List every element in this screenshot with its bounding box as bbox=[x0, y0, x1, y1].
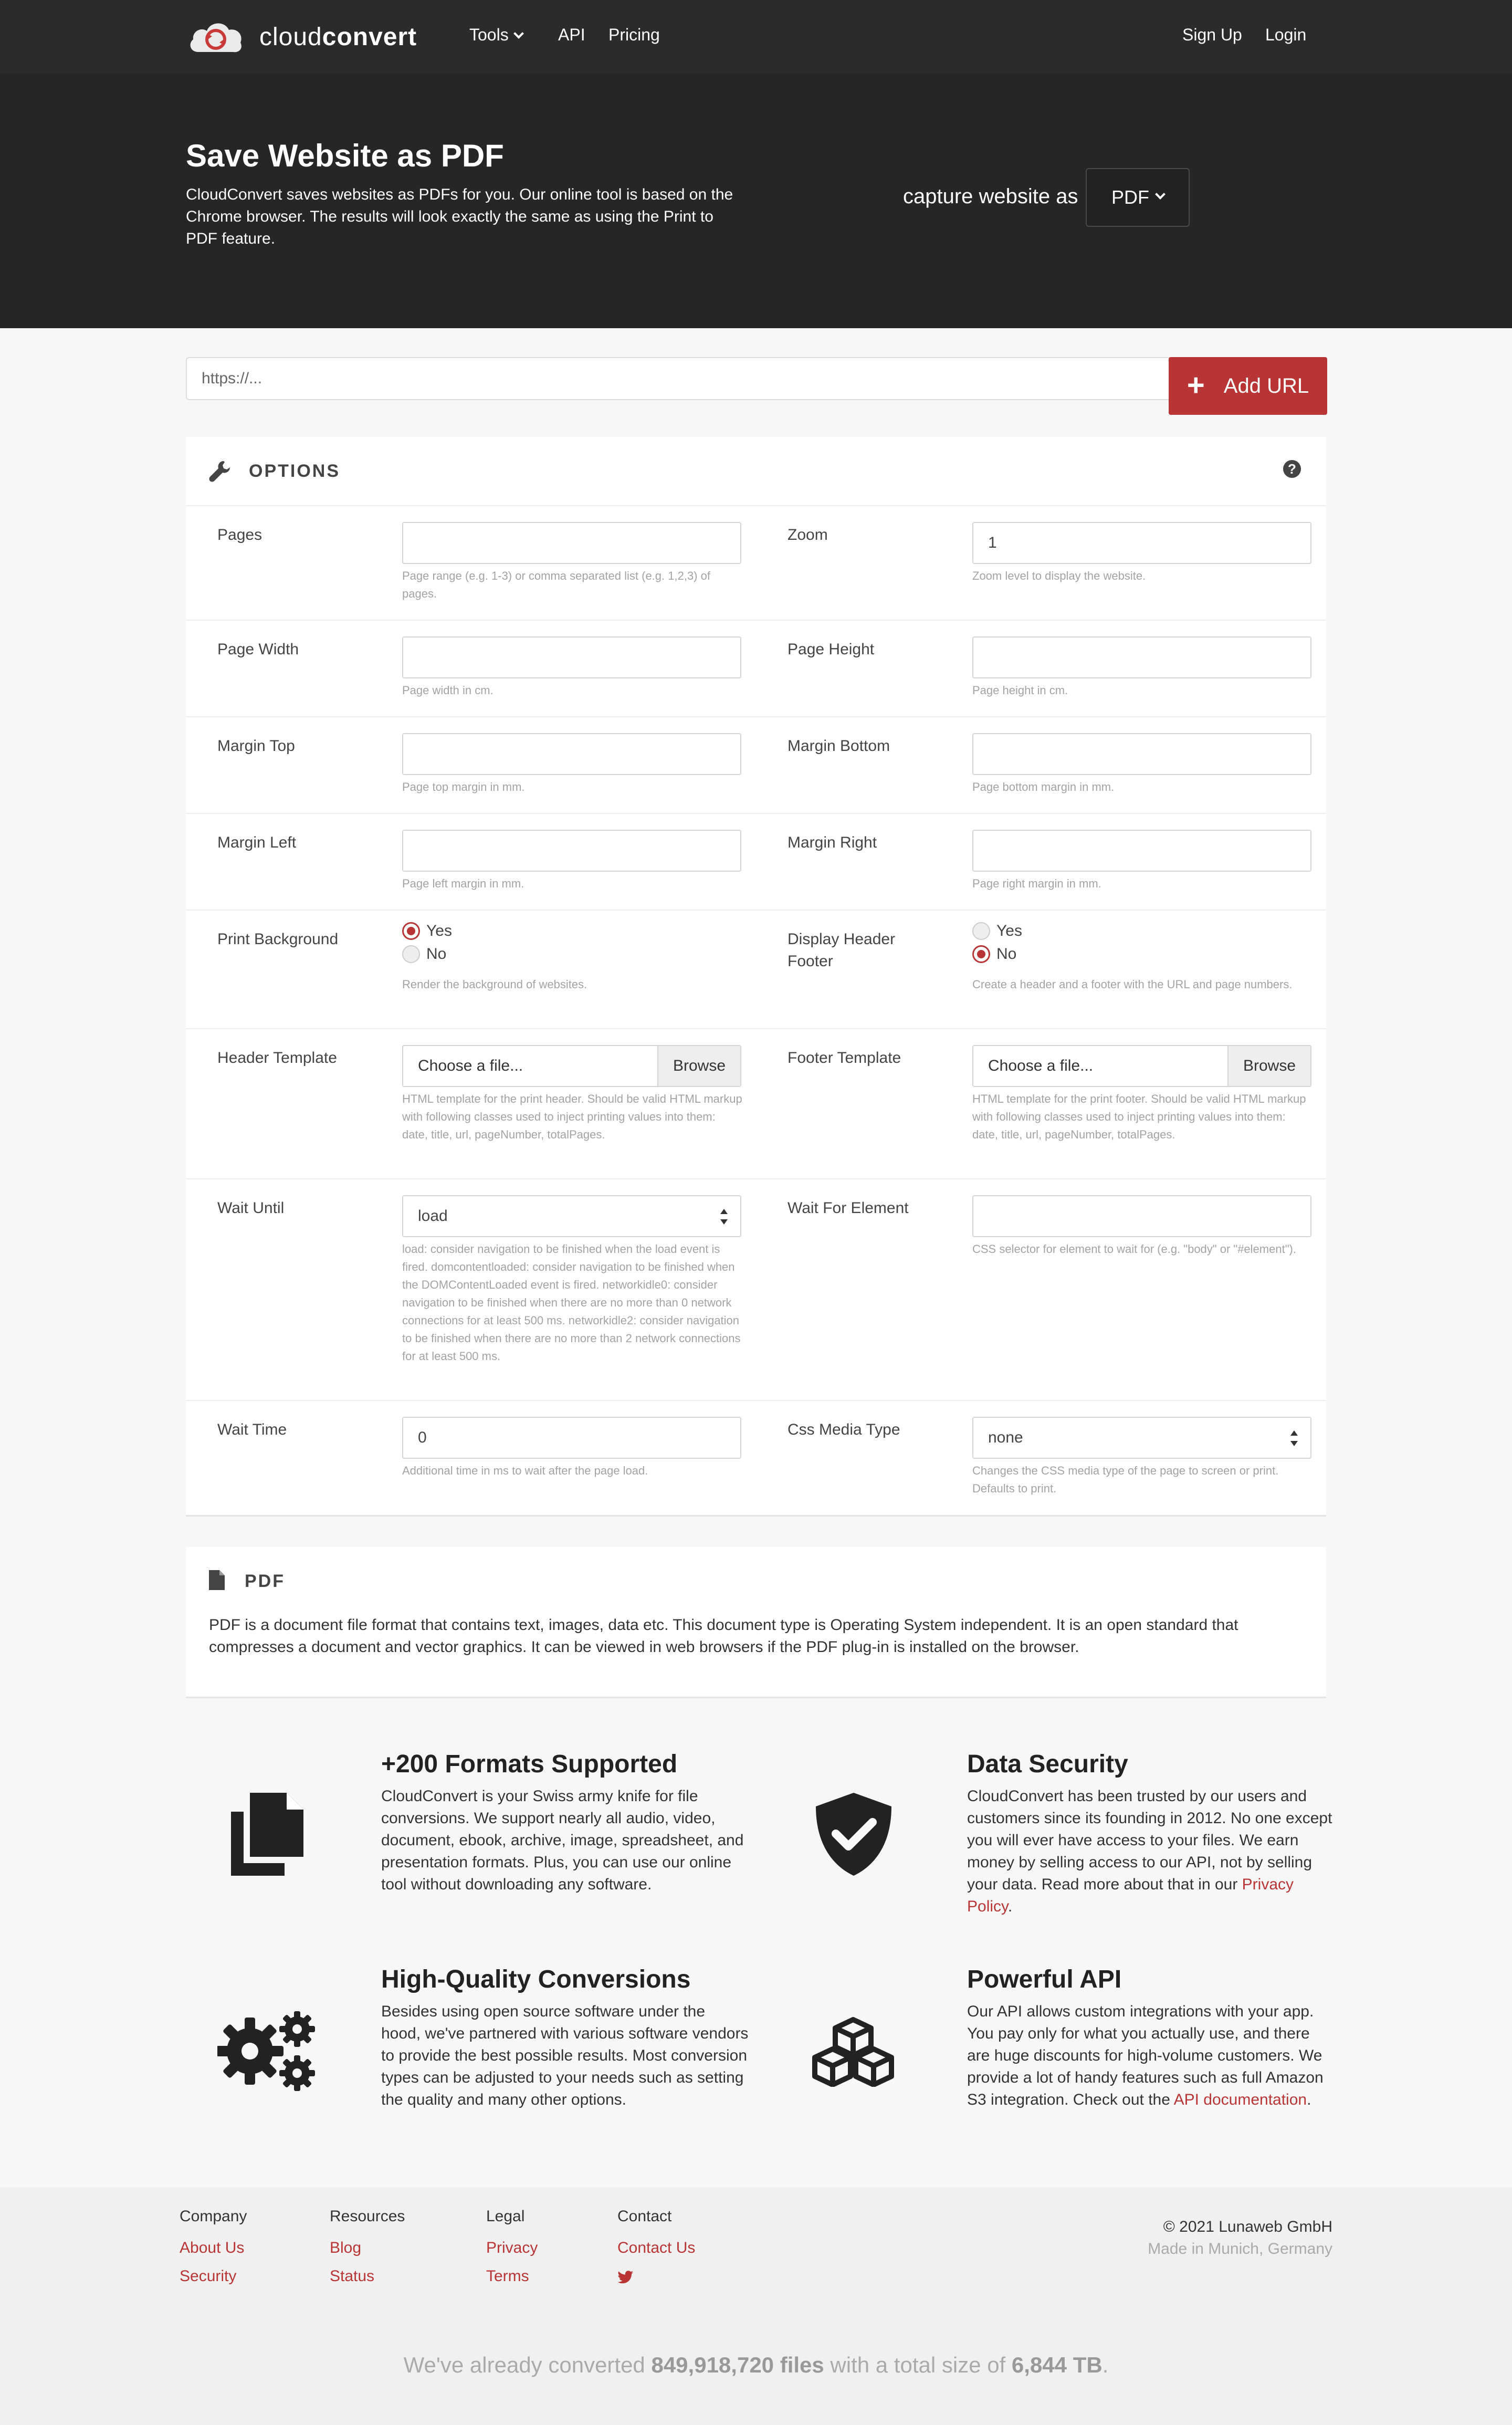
brand-name-bold: convert bbox=[322, 23, 417, 51]
footer-legal-title: Legal bbox=[486, 2208, 525, 2225]
footer-template-hint: HTML template for the print footer. Should be valid HTML markup with following classes used to inject printing values into them: date, title, url, pageNumber, totalPages. bbox=[972, 1092, 1306, 1141]
wait-until-label: Wait Until bbox=[217, 1199, 285, 1217]
radio-unchecked-icon bbox=[972, 922, 990, 940]
margin-right-hint: Page right margin in mm. bbox=[972, 877, 1101, 890]
wait-for-element-input[interactable] bbox=[972, 1195, 1311, 1237]
nav-signup[interactable]: Sign Up bbox=[1182, 25, 1242, 44]
header-template-filename: Choose a file... bbox=[418, 1057, 523, 1074]
footer-template-filename: Choose a file... bbox=[988, 1057, 1094, 1074]
margin-top-label: Margin Top bbox=[217, 737, 295, 755]
footer-link-terms[interactable]: Terms bbox=[486, 2267, 529, 2285]
capture-label: capture website as bbox=[903, 185, 1078, 208]
wait-until-select[interactable] bbox=[402, 1195, 741, 1237]
footer-link-status[interactable]: Status bbox=[330, 2267, 375, 2285]
display-header-footer-no-label: No bbox=[996, 945, 1017, 963]
wait-for-element-hint: CSS selector for element to wait for (e.g. "body" or "#element"). bbox=[972, 1242, 1296, 1256]
footer-company-title: Company bbox=[180, 2208, 247, 2225]
footer-link-contact-us[interactable]: Contact Us bbox=[617, 2239, 696, 2256]
site-footer bbox=[0, 2188, 1512, 2425]
radio-checked-icon bbox=[402, 922, 420, 940]
page-height-hint: Page height in cm. bbox=[972, 684, 1068, 697]
wait-time-label: Wait Time bbox=[217, 1421, 287, 1438]
margin-bottom-label: Margin Bottom bbox=[788, 737, 890, 755]
print-background-yes-label: Yes bbox=[426, 922, 452, 939]
top-navbar bbox=[0, 0, 1512, 74]
pages-input[interactable] bbox=[402, 522, 741, 564]
option-row-pages-zoom bbox=[186, 506, 1326, 621]
footer-link-security[interactable]: Security bbox=[180, 2267, 237, 2285]
logo-link[interactable] bbox=[187, 18, 417, 56]
option-row-time-media bbox=[186, 1401, 1326, 1517]
capture-format-value: PDF bbox=[1111, 186, 1149, 208]
display-header-footer-yes[interactable] bbox=[972, 922, 1022, 940]
page-width-input[interactable] bbox=[402, 636, 741, 678]
css-media-type-label: Css Media Type bbox=[788, 1421, 900, 1438]
option-row-margin-vertical bbox=[186, 717, 1326, 814]
made-in: Made in Munich, Germany bbox=[1148, 2240, 1332, 2257]
pages-hint: Page range (e.g. 1-3) or comma separated list (e.g. 1,2,3) of pages. bbox=[402, 569, 710, 600]
feature-api-title: Powerful API bbox=[967, 1966, 1122, 1993]
nav-tools-label: Tools bbox=[469, 25, 509, 44]
feature-formats-text: CloudConvert is your Swiss army knife for file conversions. We support nearly all audio, video, document, ebook, archive, image, spreadsheet, and presentation formats. Plus, you can use our online tool without downloading any software. bbox=[381, 1788, 744, 1893]
nav-login[interactable]: Login bbox=[1265, 25, 1307, 44]
format-title: PDF bbox=[245, 1571, 285, 1591]
copyright: © 2021 Lunaweb GmbH bbox=[1163, 2218, 1332, 2235]
hero-description: CloudConvert saves websites as PDFs for you. Our online tool is based on the Chrome browser. The results will look exactly the same as using the Print to PDF feature. bbox=[186, 186, 733, 247]
footer-link-about-us[interactable]: About Us bbox=[180, 2239, 245, 2256]
stats-middle: with a total size of bbox=[824, 2353, 1012, 2377]
footer-link-privacy[interactable]: Privacy bbox=[486, 2239, 538, 2256]
wait-time-input[interactable]: 0 bbox=[402, 1417, 741, 1459]
footer-link-blog[interactable]: Blog bbox=[330, 2239, 362, 2256]
capture-format-dropdown[interactable] bbox=[1086, 168, 1190, 227]
footer-template-label: Footer Template bbox=[788, 1049, 901, 1067]
url-input[interactable] bbox=[186, 357, 1170, 400]
feature-api-text bbox=[967, 2001, 1335, 2111]
gears-icon bbox=[217, 2010, 318, 2092]
stats-prefix: We've already converted bbox=[403, 2353, 652, 2377]
css-media-type-value: none bbox=[988, 1429, 1023, 1446]
twitter-link[interactable] bbox=[617, 2271, 633, 2284]
wait-for-element-label: Wait For Element bbox=[788, 1199, 909, 1217]
nav-pricing[interactable]: Pricing bbox=[608, 25, 660, 44]
margin-left-label: Margin Left bbox=[217, 834, 297, 851]
header-template-hint: HTML template for the print header. Should be valid HTML markup with following classes used to inject printing values into them: date, title, url, pageNumber, totalPages. bbox=[402, 1092, 742, 1141]
print-background-no-label: No bbox=[426, 945, 447, 963]
cloud-logo-icon bbox=[187, 18, 245, 55]
page-width-label: Page Width bbox=[217, 641, 299, 658]
pages-label: Pages bbox=[217, 526, 262, 543]
margin-right-label: Margin Right bbox=[788, 834, 877, 851]
brand-name-light: cloud bbox=[259, 23, 322, 51]
select-arrows-icon bbox=[720, 1209, 728, 1225]
options-title: OPTIONS bbox=[249, 461, 341, 481]
footer-template-file-input[interactable] bbox=[972, 1045, 1311, 1087]
print-background-label: Print Background bbox=[217, 931, 339, 948]
footer-resources-title: Resources bbox=[330, 2208, 405, 2225]
options-header bbox=[186, 437, 1326, 506]
options-panel bbox=[186, 437, 1326, 1517]
stats-suffix: . bbox=[1102, 2353, 1109, 2377]
plus-icon: + bbox=[1186, 368, 1205, 402]
wrench-icon bbox=[208, 459, 231, 482]
wait-until-value: load bbox=[418, 1207, 448, 1225]
margin-left-input[interactable] bbox=[402, 830, 741, 872]
margin-top-hint: Page top margin in mm. bbox=[402, 780, 525, 793]
margin-left-hint: Page left margin in mm. bbox=[402, 877, 524, 890]
chevron-down-icon bbox=[1155, 189, 1166, 200]
feature-security-title: Data Security bbox=[967, 1750, 1128, 1778]
chevron-down-icon bbox=[513, 28, 524, 39]
margin-bottom-input[interactable] bbox=[972, 733, 1311, 775]
feature-security-text bbox=[967, 1785, 1335, 1918]
page-title: Save Website as PDF bbox=[186, 138, 504, 173]
privacy-policy-link[interactable]: Privacy Policy bbox=[967, 1876, 1294, 1915]
help-icon[interactable]: ? bbox=[1283, 460, 1301, 478]
stats-size: 6,844 TB bbox=[1011, 2353, 1102, 2377]
feature-quality-title: High-Quality Conversions bbox=[381, 1966, 691, 1993]
feature-api-tail: . bbox=[1307, 2091, 1311, 2108]
css-media-type-select[interactable] bbox=[972, 1417, 1311, 1459]
radio-checked-icon bbox=[972, 945, 990, 963]
footer-contact-title: Contact bbox=[617, 2208, 672, 2225]
feature-security-tail: . bbox=[1007, 1898, 1013, 1915]
display-header-footer-hint: Create a header and a footer with the URL and page numbers. bbox=[972, 978, 1293, 991]
print-background-yes[interactable] bbox=[402, 922, 452, 940]
option-row-margin-horizontal bbox=[186, 814, 1326, 911]
page-width-hint: Page width in cm. bbox=[402, 684, 494, 697]
wait-time-hint: Additional time in ms to wait after the page load. bbox=[402, 1464, 648, 1477]
twitter-icon bbox=[617, 2271, 633, 2284]
feature-formats-title: +200 Formats Supported bbox=[381, 1750, 678, 1778]
format-description: PDF is a document file format that contains text, images, data etc. This document type is Operating System independent. It is an open standard that compresses a document and vector graphics. It can be viewed in web browsers if the PDF plug-in is installed on the browser. bbox=[209, 1616, 1238, 1656]
conversion-stats bbox=[0, 2353, 1512, 2378]
api-documentation-link[interactable]: API documentation bbox=[1173, 2091, 1307, 2108]
zoom-hint: Zoom level to display the website. bbox=[972, 569, 1146, 582]
hero-section bbox=[0, 0, 1512, 328]
shield-check-icon bbox=[816, 1793, 891, 1876]
display-header-footer-no[interactable] bbox=[972, 945, 1016, 963]
margin-top-input[interactable] bbox=[402, 733, 741, 775]
header-template-file-input[interactable] bbox=[402, 1045, 741, 1087]
nav-api[interactable]: API bbox=[558, 25, 585, 44]
display-header-footer-label: Display Header Footer bbox=[788, 931, 896, 970]
option-row-wait bbox=[186, 1179, 1326, 1401]
option-row-print-flags bbox=[186, 911, 1326, 1029]
add-url-label: Add URL bbox=[1223, 374, 1309, 398]
margin-bottom-hint: Page bottom margin in mm. bbox=[972, 780, 1115, 793]
zoom-input[interactable]: 1 bbox=[972, 522, 1311, 564]
display-header-footer-yes-label: Yes bbox=[996, 922, 1022, 939]
files-icon bbox=[231, 1793, 303, 1876]
header-template-browse-button[interactable]: Browse bbox=[657, 1046, 740, 1086]
page-height-input[interactable] bbox=[972, 636, 1311, 678]
print-background-no[interactable] bbox=[402, 945, 446, 963]
feature-api-body: Our API allows custom integrations with your app. You pay only for what you actually use, and there are huge discounts for high-volume customers. We provide a lot of handy features such as full Amazon S3 integration. Check out the bbox=[967, 2003, 1324, 2108]
add-url-button[interactable] bbox=[1169, 357, 1327, 415]
page-height-label: Page Height bbox=[788, 641, 875, 658]
feature-security-body: CloudConvert has been trusted by our users and customers since its founding in 2012. No one except you will ever have access to your files. We earn money by selling access to our API, not by selling your data. Read more about that in our bbox=[967, 1788, 1332, 1893]
stats-files: 849,918,720 files bbox=[651, 2353, 824, 2377]
header-template-label: Header Template bbox=[217, 1049, 337, 1067]
option-row-page-size bbox=[186, 621, 1326, 717]
cubes-icon bbox=[812, 2016, 895, 2087]
footer-template-browse-button[interactable]: Browse bbox=[1227, 1046, 1310, 1086]
css-media-type-hint: Changes the CSS media type of the page to screen or print. Defaults to print. bbox=[972, 1464, 1279, 1495]
format-info-panel bbox=[186, 1547, 1326, 1698]
brand-name bbox=[259, 23, 417, 51]
wait-until-hint: load: consider navigation to be finished when the load event is fired. domcontentloaded: consider navigation to be finished when the DOMContentLoaded event is fired. networkidle0: consider navigation to be finished when there are no more than 0 network connections for at least 500 ms. networkidle2: consider navigation to be finished when there are no more than 2 network connections for at least 500 ms. bbox=[402, 1242, 741, 1363]
option-row-templates bbox=[186, 1029, 1326, 1179]
select-arrows-icon bbox=[1290, 1430, 1298, 1446]
feature-quality-text: Besides using open source software under the hood, we've partnered with various software vendors to provide the best possible results. Most conversion types can be adjusted to your needs such as setting the quality and many other options. bbox=[381, 2003, 749, 2108]
zoom-label: Zoom bbox=[788, 526, 828, 543]
nav-tools[interactable] bbox=[469, 25, 522, 45]
radio-unchecked-icon bbox=[402, 945, 420, 963]
document-icon bbox=[209, 1570, 225, 1590]
margin-right-input[interactable] bbox=[972, 830, 1311, 872]
print-background-hint: Render the background of websites. bbox=[402, 978, 587, 991]
